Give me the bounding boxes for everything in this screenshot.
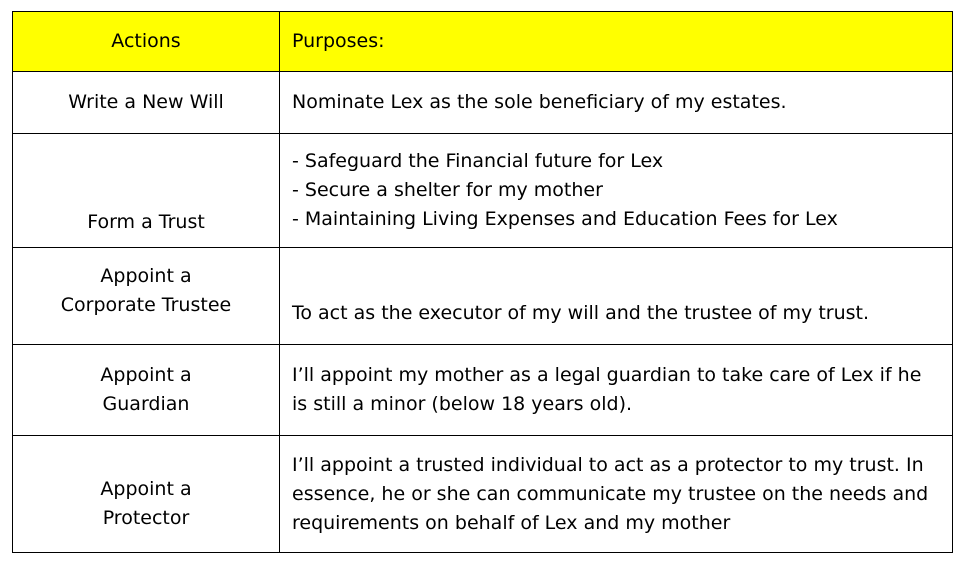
table-row-guardian — [13, 345, 953, 436]
action-text: Form a Trust — [87, 211, 205, 233]
action-cell — [13, 436, 280, 553]
purpose-text: is still a minor (below 18 years old). — [292, 393, 633, 415]
purpose-cell — [280, 134, 953, 248]
action-text: Write a New Will — [68, 91, 224, 113]
action-cell — [13, 248, 280, 345]
table-row-write-new-will — [13, 72, 953, 134]
action-cell — [13, 72, 280, 134]
purpose-text: To act as the executor of my will and the trustee of my trust. — [292, 302, 870, 324]
purpose-cell — [280, 72, 953, 134]
action-cell — [13, 345, 280, 436]
actions-column-header: Actions — [13, 12, 280, 72]
purpose-text: I’ll appoint a trusted individual to act as a protector to my trust. In — [292, 453, 924, 476]
purpose-text: requirements on behalf of Lex and my mother — [292, 511, 731, 534]
purpose-bullet: - Secure a shelter for my mother — [292, 179, 603, 201]
action-text: Appoint a — [100, 364, 192, 386]
purpose-text: essence, he or she can communicate my trustee on the needs and — [292, 482, 929, 505]
table-row-form-trust — [13, 134, 953, 248]
purpose-cell — [280, 248, 953, 345]
action-text: Guardian — [102, 393, 190, 415]
action-text: Corporate Trustee — [60, 294, 232, 316]
action-text: Protector — [102, 507, 190, 529]
purpose-text: I’ll appoint my mother as a legal guardian to take care of Lex if he — [292, 364, 922, 386]
action-purpose-table — [12, 11, 953, 553]
purpose-cell — [280, 436, 953, 553]
purpose-cell — [280, 345, 953, 436]
purposes-column-header: Purposes: — [280, 12, 953, 72]
purpose-text: Nominate Lex as the sole beneficiary of my estates. — [292, 91, 787, 113]
purpose-bullet: - Maintaining Living Expenses and Education Fees for Lex — [292, 208, 838, 230]
action-cell — [13, 134, 280, 248]
purpose-bullet: - Safeguard the Financial future for Lex — [292, 150, 664, 172]
table-row-corporate-trustee — [13, 248, 953, 345]
action-text: Appoint a — [100, 478, 192, 500]
action-text: Appoint a — [100, 265, 192, 287]
table-header-row — [13, 12, 953, 72]
table-row-protector — [13, 436, 953, 553]
